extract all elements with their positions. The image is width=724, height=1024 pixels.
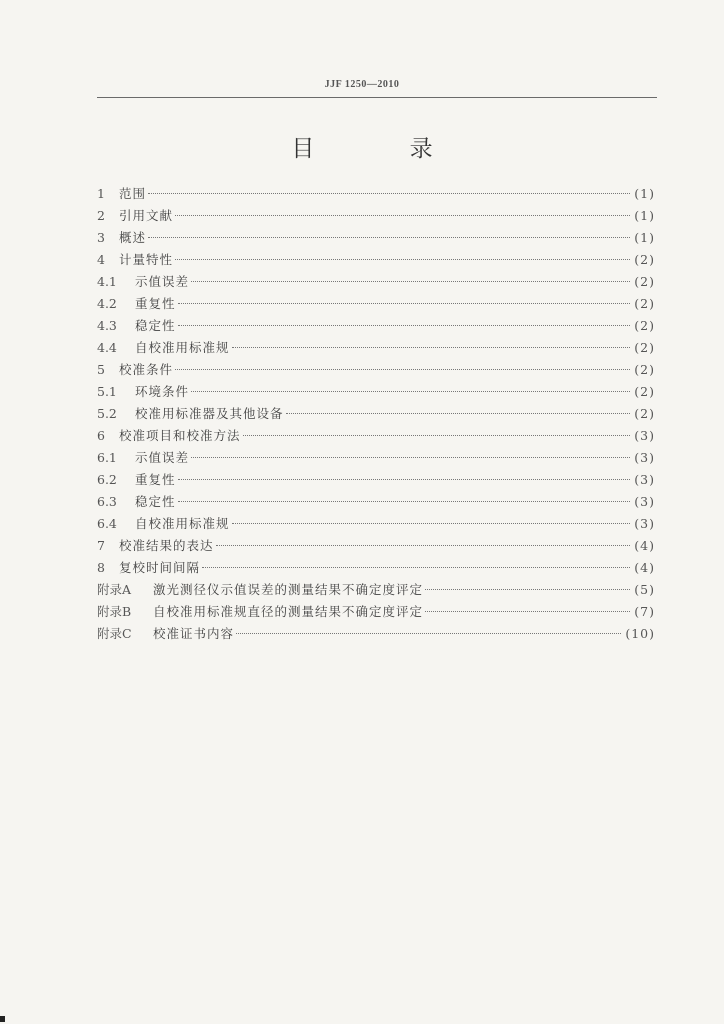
toc-label: 引用文献 bbox=[119, 208, 174, 223]
toc-leader bbox=[216, 545, 631, 546]
toc-leader bbox=[175, 369, 630, 370]
toc-label: 校准结果的表达 bbox=[119, 538, 214, 553]
toc-leader bbox=[191, 281, 630, 282]
toc-leader bbox=[191, 457, 630, 458]
toc-number: 5 bbox=[97, 362, 105, 377]
toc-number: 2 bbox=[97, 208, 105, 223]
toc-leader bbox=[236, 633, 621, 634]
toc-number: 6.2 bbox=[97, 472, 117, 487]
toc-number: 附录A bbox=[97, 582, 132, 597]
toc-entry-6-2 bbox=[97, 470, 655, 492]
toc-number: 5.1 bbox=[97, 384, 117, 399]
toc-leader bbox=[243, 435, 631, 436]
toc-page: (2) bbox=[634, 318, 655, 333]
toc-label: 示值误差 bbox=[135, 450, 190, 465]
toc-leader bbox=[178, 325, 631, 326]
toc-page: (2) bbox=[634, 340, 655, 355]
toc-leader bbox=[425, 611, 630, 612]
toc-entry-4-3 bbox=[97, 316, 655, 338]
toc-number: 7 bbox=[97, 538, 105, 553]
toc-entry-4-4 bbox=[97, 338, 655, 360]
toc-label: 环境条件 bbox=[135, 384, 190, 399]
toc-leader bbox=[232, 523, 631, 524]
toc-page: (10) bbox=[625, 626, 655, 641]
toc-number: 1 bbox=[97, 186, 105, 201]
toc-label: 稳定性 bbox=[135, 494, 176, 509]
toc-number: 4.4 bbox=[97, 340, 117, 355]
toc-number: 附录B bbox=[97, 604, 132, 619]
scan-speck bbox=[0, 1016, 5, 1022]
toc-label: 范围 bbox=[119, 186, 147, 201]
toc-leader bbox=[286, 413, 631, 414]
toc-page: (2) bbox=[634, 362, 655, 377]
toc-label: 校准项目和校准方法 bbox=[119, 428, 241, 443]
toc-label: 计量特性 bbox=[119, 252, 174, 267]
toc-number: 8 bbox=[97, 560, 105, 575]
toc-label: 校准证书内容 bbox=[153, 626, 235, 641]
toc-page: (1) bbox=[634, 208, 655, 223]
toc-label: 自校准用标准规 bbox=[135, 516, 230, 531]
toc-entry-8 bbox=[97, 558, 655, 580]
table-of-contents bbox=[97, 184, 655, 646]
toc-entry-1 bbox=[97, 184, 655, 206]
toc-entry-6 bbox=[97, 426, 655, 448]
toc-page: (3) bbox=[634, 428, 655, 443]
toc-page: (2) bbox=[634, 406, 655, 421]
toc-leader bbox=[148, 237, 630, 238]
toc-number: 6.4 bbox=[97, 516, 117, 531]
toc-label: 校准用标准器及其他设备 bbox=[135, 406, 284, 421]
toc-entry-4-1 bbox=[97, 272, 655, 294]
toc-entry-appendix-c bbox=[97, 624, 655, 646]
toc-leader bbox=[232, 347, 631, 348]
toc-leader bbox=[178, 501, 631, 502]
toc-entry-5 bbox=[97, 360, 655, 382]
toc-number: 6.3 bbox=[97, 494, 117, 509]
toc-page: (3) bbox=[634, 516, 655, 531]
toc-page: (3) bbox=[634, 472, 655, 487]
toc-page: (2) bbox=[634, 252, 655, 267]
toc-label: 自校准用标准规直径的测量结果不确定度评定 bbox=[153, 604, 424, 619]
toc-leader bbox=[175, 259, 630, 260]
toc-page: (2) bbox=[634, 384, 655, 399]
toc-entry-6-3 bbox=[97, 492, 655, 514]
toc-label: 校准条件 bbox=[119, 362, 174, 377]
toc-number: 4.3 bbox=[97, 318, 117, 333]
toc-leader bbox=[191, 391, 630, 392]
toc-leader bbox=[178, 479, 631, 480]
toc-leader bbox=[175, 215, 630, 216]
toc-entry-4-2 bbox=[97, 294, 655, 316]
toc-entry-7 bbox=[97, 536, 655, 558]
toc-label: 稳定性 bbox=[135, 318, 176, 333]
toc-page: (7) bbox=[634, 604, 655, 619]
toc-entry-5-2 bbox=[97, 404, 655, 426]
toc-page: (3) bbox=[634, 494, 655, 509]
toc-entry-appendix-b bbox=[97, 602, 655, 624]
toc-label: 重复性 bbox=[135, 472, 176, 487]
toc-label: 示值误差 bbox=[135, 274, 190, 289]
toc-page: (5) bbox=[634, 582, 655, 597]
toc-number: 6 bbox=[97, 428, 105, 443]
toc-number: 4.1 bbox=[97, 274, 117, 289]
toc-page: (4) bbox=[634, 538, 655, 553]
toc-number: 6.1 bbox=[97, 450, 117, 465]
toc-page: (1) bbox=[634, 186, 655, 201]
toc-page: (3) bbox=[634, 450, 655, 465]
toc-leader bbox=[178, 303, 631, 304]
toc-label: 重复性 bbox=[135, 296, 176, 311]
toc-label: 激光测径仪示值误差的测量结果不确定度评定 bbox=[153, 582, 424, 597]
toc-page: (2) bbox=[634, 274, 655, 289]
toc-entry-4 bbox=[97, 250, 655, 272]
toc-entry-6-1 bbox=[97, 448, 655, 470]
toc-label: 复校时间间隔 bbox=[119, 560, 201, 575]
toc-page: (2) bbox=[634, 296, 655, 311]
toc-number: 4.2 bbox=[97, 296, 117, 311]
toc-leader bbox=[202, 567, 630, 568]
header-rule bbox=[97, 97, 657, 98]
toc-number: 附录C bbox=[97, 626, 132, 641]
toc-label: 概述 bbox=[119, 230, 147, 245]
document-code: JJF 1250—2010 bbox=[324, 79, 400, 90]
toc-leader bbox=[425, 589, 630, 590]
toc-entry-3 bbox=[97, 228, 655, 250]
toc-label: 自校准用标准规 bbox=[135, 340, 230, 355]
toc-page: (4) bbox=[634, 560, 655, 575]
toc-entry-5-1 bbox=[97, 382, 655, 404]
toc-entry-6-4 bbox=[97, 514, 655, 536]
toc-number: 3 bbox=[97, 230, 105, 245]
page-title: 目 录 bbox=[291, 136, 477, 162]
toc-entry-2 bbox=[97, 206, 655, 228]
toc-number: 4 bbox=[97, 252, 105, 267]
toc-number: 5.2 bbox=[97, 406, 117, 421]
toc-leader bbox=[148, 193, 630, 194]
toc-entry-appendix-a bbox=[97, 580, 655, 602]
toc-page: (1) bbox=[634, 230, 655, 245]
